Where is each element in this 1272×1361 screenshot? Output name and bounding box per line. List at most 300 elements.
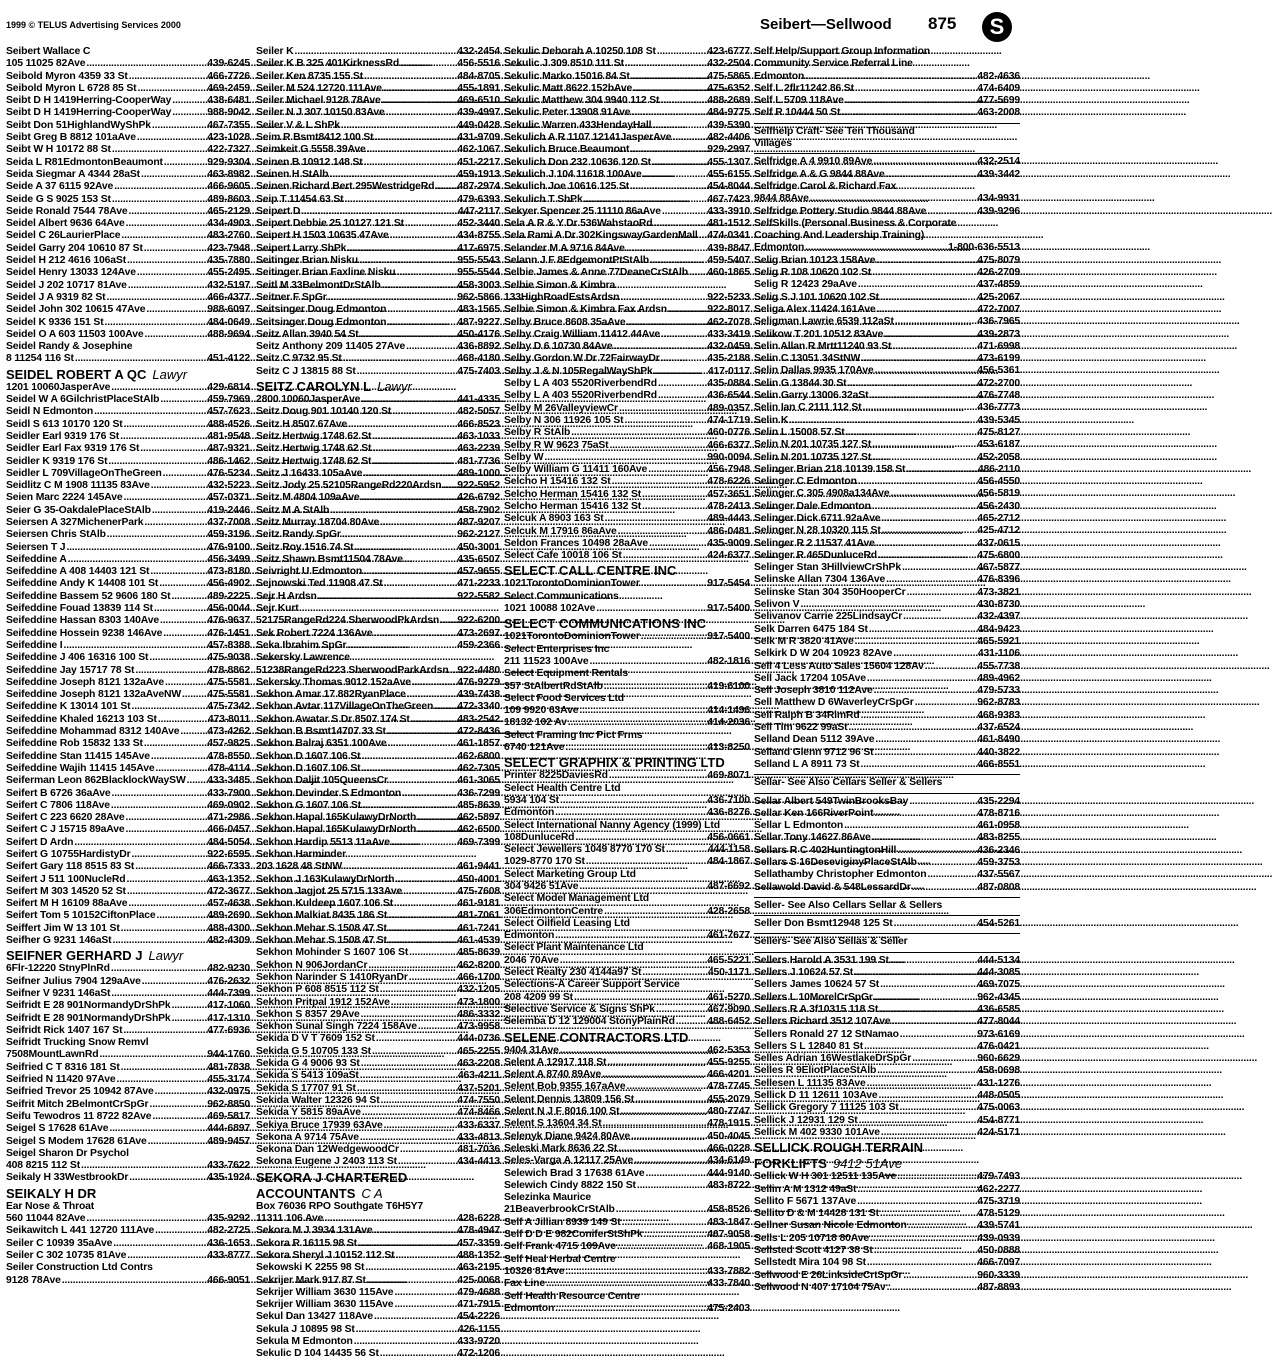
leader-dots bbox=[892, 341, 976, 353]
leader-dots bbox=[360, 1070, 457, 1082]
listing-name: Seibt D H 1419Herring-CooperWay bbox=[6, 107, 172, 119]
listing-name: Selinger Brian 218 10139 158 St bbox=[754, 463, 906, 475]
listing-entry bbox=[754, 869, 1020, 881]
listing-phone: 472-7007 bbox=[977, 303, 1020, 315]
listing-name: Selcho Herman 15416 132 St bbox=[504, 500, 642, 512]
listing-entry bbox=[504, 144, 750, 156]
listing-phone: 466-6377 bbox=[707, 439, 750, 451]
leader-dots bbox=[800, 599, 976, 611]
listing-phone: 469-7075 bbox=[977, 979, 1020, 991]
listing-entry bbox=[256, 353, 500, 365]
listing-name: Seigel S 17628 61Ave bbox=[6, 1123, 109, 1135]
leader-dots bbox=[900, 1102, 977, 1114]
leader-dots bbox=[652, 157, 706, 169]
listing-entry bbox=[6, 874, 250, 886]
listing-entry bbox=[504, 390, 750, 402]
listing-phone: 476-8396 bbox=[977, 574, 1020, 586]
listing-entry bbox=[504, 427, 750, 439]
leader-dots bbox=[555, 1303, 706, 1315]
listing-entry bbox=[504, 1143, 750, 1155]
leader-dots bbox=[402, 788, 456, 800]
listing-phone: 435-9292 bbox=[207, 1213, 250, 1225]
listing-entry bbox=[754, 513, 1020, 525]
directory-column-1 bbox=[6, 46, 250, 1286]
listing-name: Seigel S Modem 17628 61Ave bbox=[6, 1135, 147, 1147]
listing-name: 9844 88Ave bbox=[754, 193, 809, 205]
listing-entry bbox=[754, 279, 1020, 291]
listing-phone: 439-5390 bbox=[707, 119, 750, 131]
listing-text-line: Select Equipment Rentals bbox=[504, 668, 629, 680]
leader-dots bbox=[361, 394, 456, 406]
listing-phone: 435-1924 bbox=[207, 1172, 250, 1184]
listing-name: Selbie Simon & Kimbra Fax Ardsn bbox=[504, 304, 667, 316]
listing-name: Seiler C 10939 35aAve bbox=[6, 1237, 113, 1249]
listing-entry bbox=[504, 742, 750, 754]
listing-name: Seitz Hertwig 1748 62 St bbox=[256, 455, 372, 467]
listing-name: Sekyer Spencer 25 11110 86aAve bbox=[504, 205, 661, 217]
listing-text-line: Select Communications bbox=[504, 590, 619, 602]
listing-name: Seipert D bbox=[256, 205, 301, 217]
listing-phone: 465-5221 bbox=[707, 954, 750, 966]
listing-entry bbox=[256, 542, 500, 554]
listing-name: Self Frank 4715 109Ave bbox=[504, 1241, 616, 1253]
listing-phone: 476-1451 bbox=[207, 627, 250, 639]
leader-dots bbox=[400, 1144, 456, 1156]
listing-name: Selland Glenn 9712 96 St bbox=[754, 746, 874, 758]
listing-name: Seiersen T J bbox=[6, 541, 66, 553]
listing-name: Sell Matthew D 6WaverleyCrSpGr bbox=[754, 697, 914, 709]
listing-phone: 481-9548 bbox=[207, 430, 250, 442]
listing-entry bbox=[256, 910, 500, 922]
leader-dots bbox=[845, 95, 977, 107]
listing-text-line: Coaching And Leadership Training) bbox=[754, 230, 925, 242]
leader-dots bbox=[387, 738, 456, 750]
leader-dots bbox=[165, 677, 206, 689]
listing-entry bbox=[256, 775, 500, 787]
listing-phone: 439-9296 bbox=[977, 205, 1020, 217]
listing-entry bbox=[504, 967, 750, 979]
listing-name: Sekulic D 104 14435 56 St bbox=[256, 1348, 379, 1360]
leader-dots bbox=[618, 526, 707, 538]
listing-phone: 422-7327 bbox=[207, 144, 250, 156]
listing-phone: 425-2067 bbox=[977, 291, 1020, 303]
leader-dots bbox=[652, 120, 706, 132]
leader-dots bbox=[135, 665, 206, 677]
listing-name: Sekulic Matt 8622 152bAve bbox=[504, 82, 633, 94]
leader-dots bbox=[121, 230, 206, 242]
leader-dots bbox=[62, 1275, 207, 1287]
listing-phone: 436-8276 bbox=[707, 807, 750, 819]
listing-phone: 476-0421 bbox=[977, 1040, 1020, 1052]
listing-phone: 439-4997 bbox=[457, 107, 500, 119]
listing-name: Selent Dennis 13809 156 St bbox=[504, 1093, 635, 1105]
listing-name: Sell Tim 9622 99aSt bbox=[754, 722, 848, 734]
listing-name: Selcho H 15416 132 St bbox=[504, 476, 611, 488]
leader-dots bbox=[661, 329, 706, 341]
listing-name: Selent A 8740 89Ave bbox=[504, 1069, 602, 1081]
listing-name: Sekhon P 608 8515 112 St bbox=[256, 984, 379, 996]
leader-dots bbox=[409, 972, 457, 984]
leader-dots bbox=[405, 218, 456, 230]
listing-text-line: Ear Nose & Throat bbox=[6, 1200, 95, 1212]
listing-entry bbox=[6, 935, 250, 947]
listing-entry bbox=[6, 1013, 250, 1025]
listing-entry bbox=[504, 844, 750, 856]
listing-phone: 473-3821 bbox=[977, 586, 1020, 598]
listing-name: Seitz M 4804 109aAve bbox=[256, 492, 360, 504]
leader-dots bbox=[666, 844, 707, 856]
listing-name: Selin Ian C 2111 112 St bbox=[754, 402, 862, 414]
listing-entry bbox=[504, 856, 750, 868]
listing-name: Selivon V bbox=[754, 599, 800, 611]
listing-entry bbox=[504, 578, 750, 590]
bold-listing-name: FORKLIFTS bbox=[754, 1156, 827, 1172]
leader-dots bbox=[627, 1081, 707, 1093]
listing-text-line: Sekhon Harminder bbox=[256, 849, 346, 860]
listing-entry bbox=[754, 562, 1020, 574]
listing-phone: 922-5582 bbox=[457, 590, 500, 602]
listing-entry bbox=[6, 910, 250, 922]
listing-phone: 419-6100 bbox=[707, 680, 750, 692]
listing-entry bbox=[504, 1045, 750, 1057]
listing-entry bbox=[256, 1107, 500, 1119]
listing-entry bbox=[6, 132, 250, 144]
listing-name: Sekhon Mohinder S 1607 106 St bbox=[256, 947, 409, 959]
leader-dots bbox=[884, 329, 976, 341]
listing-entry bbox=[256, 58, 500, 70]
leader-dots bbox=[149, 652, 206, 664]
listing-entry bbox=[754, 476, 1020, 488]
listing-name: Seitz C 9732 95 St bbox=[256, 353, 342, 365]
listing-entry bbox=[6, 554, 250, 566]
listing-name: Selby William G 11411 160Ave bbox=[504, 464, 648, 476]
listing-phone: 473-2697 bbox=[457, 627, 500, 639]
leader-dots bbox=[111, 800, 206, 812]
listing-phone: 428-6228 bbox=[457, 1213, 500, 1225]
listing-entry bbox=[256, 935, 500, 947]
leader-dots bbox=[848, 722, 976, 734]
listing-name: 9128 78Ave bbox=[6, 1274, 61, 1286]
leader-dots bbox=[157, 910, 207, 922]
listing-name: Seifried C T 8316 181 St bbox=[6, 1061, 120, 1073]
listing-phone: 438-6481 bbox=[207, 95, 250, 107]
listing-phone: 475-9038 bbox=[207, 652, 250, 664]
listing-phone: 431-1106 bbox=[977, 648, 1020, 660]
listing-phone: 962-5866 bbox=[457, 291, 500, 303]
leader-dots bbox=[900, 1029, 976, 1041]
listing-phone: 456-0044 bbox=[207, 603, 250, 615]
listing-name: Sek Robert 7224 136Ave bbox=[256, 627, 373, 639]
listing-name: Seitsinger Doug Edmonton bbox=[256, 316, 387, 328]
listing-entry bbox=[6, 775, 250, 787]
listing-entry bbox=[504, 157, 750, 169]
listing-entry bbox=[504, 955, 750, 967]
leader-dots bbox=[330, 505, 456, 517]
listing-phone: 452-2058 bbox=[977, 451, 1020, 463]
leader-dots bbox=[903, 611, 976, 623]
listing-phone: 922-6200 bbox=[457, 615, 500, 627]
leader-dots bbox=[630, 144, 706, 156]
listing-phone: 476-9279 bbox=[457, 676, 500, 688]
listing-entry bbox=[256, 1021, 500, 1033]
leader-dots bbox=[609, 770, 706, 782]
listing-phone: 460-0776 bbox=[707, 427, 750, 439]
listing-entry bbox=[6, 1238, 250, 1250]
listing-entry bbox=[256, 615, 500, 627]
leader-dots bbox=[380, 517, 456, 529]
leader-dots bbox=[657, 46, 706, 58]
listing-entry bbox=[754, 1078, 1020, 1090]
leader-dots bbox=[382, 95, 457, 107]
listing-entry bbox=[504, 366, 750, 378]
listing-phone: 475-7403 bbox=[457, 365, 500, 377]
leader-dots bbox=[152, 1111, 206, 1123]
leader-dots bbox=[392, 406, 456, 418]
listing-phone: 478-5129 bbox=[977, 1208, 1020, 1220]
leader-dots bbox=[891, 488, 977, 500]
listing-entry bbox=[504, 206, 750, 218]
listing-entry bbox=[256, 984, 500, 996]
leader-dots bbox=[128, 898, 206, 910]
listing-phone: 472-8436 bbox=[457, 726, 500, 738]
bold-listing-category: Lawyr bbox=[152, 366, 188, 382]
listing-name: Seifried Trevor 25 10942 87Ave bbox=[6, 1086, 154, 1098]
listing-entry bbox=[256, 468, 500, 480]
leader-dots bbox=[649, 538, 706, 550]
leader-dots bbox=[144, 517, 206, 529]
listing-entry bbox=[504, 489, 750, 501]
listing-entry bbox=[6, 517, 250, 529]
listing-entry bbox=[256, 972, 500, 984]
leader-dots bbox=[623, 550, 707, 562]
listing-phone: 483-1565 bbox=[457, 304, 500, 316]
listing-name: Sekhon Mehar S 1508 47 St bbox=[256, 922, 387, 934]
listing-entry bbox=[504, 243, 750, 255]
leader-dots bbox=[618, 1143, 706, 1155]
listing-phone: 455-2079 bbox=[707, 1093, 750, 1105]
listing-entry bbox=[256, 255, 500, 267]
listing-entry bbox=[6, 963, 250, 975]
listing-name: Seifeddine Rob 15832 133 St bbox=[6, 738, 143, 750]
listing-phone: 482-4636 bbox=[977, 70, 1020, 82]
listing-phone: 478-4114 bbox=[207, 762, 250, 774]
listing-name: Selinger C 305 4908a134Ave bbox=[754, 488, 890, 500]
listing-entry bbox=[754, 1102, 1020, 1114]
listing-entry bbox=[504, 1094, 750, 1106]
listing-name: Seibt Don 51HighlandWyShPk bbox=[6, 119, 151, 131]
listing-entry bbox=[754, 1041, 1020, 1053]
leader-dots bbox=[381, 1095, 457, 1107]
leader-dots bbox=[872, 452, 976, 464]
listing-name: Selby N 306 11926 105 St bbox=[504, 414, 624, 426]
listing-entry bbox=[256, 218, 500, 230]
listing-entry bbox=[754, 156, 1020, 168]
listing-name: Select Jewellers 1049 8770 170 St bbox=[504, 844, 665, 856]
listing-phone: 426-6792 bbox=[457, 492, 500, 504]
listing-name: Sellick M 402 9330 101Ave bbox=[754, 1126, 880, 1138]
bold-listing-name: SELENE CONTRACTORS LTD bbox=[504, 1029, 689, 1045]
listing-name: Sellers J 10624 57 St bbox=[754, 967, 854, 979]
listing-name: Sell Ralph B 34RimRd bbox=[754, 709, 860, 721]
listing-name: Selin G 13844 30 St bbox=[754, 377, 847, 389]
leader-dots bbox=[409, 947, 456, 959]
listing-phone: 459-5407 bbox=[707, 255, 750, 267]
listing-entry bbox=[256, 1058, 500, 1070]
listing-name: Seifeddine Hossein 9238 146Ave bbox=[6, 627, 163, 639]
listing-text-line: Self Health Resource Centre bbox=[504, 1290, 640, 1302]
listing-text-line: Select Model Management Ltd bbox=[504, 893, 649, 905]
leader-dots bbox=[418, 1021, 456, 1033]
leader-dots bbox=[603, 1118, 707, 1130]
leader-dots bbox=[880, 1208, 976, 1220]
bold-listing-name: SELECT CALL CENTRE INC bbox=[504, 563, 677, 579]
listing-entry bbox=[6, 1025, 250, 1037]
listing-phone: 433-3910 bbox=[707, 205, 750, 217]
listing-phone: 477-6936 bbox=[207, 1024, 250, 1036]
leader-dots bbox=[906, 464, 977, 476]
listing-name: Selinske Allan 7304 136Ave bbox=[754, 574, 886, 586]
leader-dots bbox=[867, 673, 976, 685]
leader-dots bbox=[355, 542, 457, 554]
listing-name: Seitz Anthony 209 11405 27Ave bbox=[256, 341, 406, 353]
listing-phone: 487-0808 bbox=[977, 881, 1020, 893]
leader-dots bbox=[150, 566, 206, 578]
leader-dots bbox=[876, 538, 976, 550]
listing-entry bbox=[754, 1171, 1020, 1183]
listing-entry bbox=[504, 107, 750, 119]
leader-dots bbox=[858, 279, 976, 291]
listing-phone: 429-6814 bbox=[207, 381, 250, 393]
listing-name: Sellers Richard 3512 107Ave bbox=[754, 1016, 891, 1028]
leader-dots bbox=[362, 1107, 456, 1119]
leader-dots bbox=[141, 169, 206, 181]
listing-phone: 457-7623 bbox=[207, 406, 250, 418]
bold-listing-name: SELECT COMMUNICATIONS INC bbox=[504, 616, 706, 632]
listing-entry bbox=[256, 1095, 500, 1107]
listing-phone: 437-7008 bbox=[207, 516, 250, 528]
leader-dots bbox=[172, 1013, 207, 1025]
listing-entry bbox=[504, 341, 750, 353]
leader-dots bbox=[882, 525, 977, 537]
leader-dots bbox=[877, 304, 977, 316]
listing-phone: 451-4122 bbox=[207, 353, 250, 365]
leader-dots bbox=[417, 824, 456, 836]
listing-phone: 476-2632 bbox=[207, 975, 250, 987]
listing-name: Seivright U Edmonton bbox=[256, 566, 363, 578]
listing-phone: 473-8180 bbox=[207, 566, 250, 578]
listing-phone: 433-7882 bbox=[707, 1265, 750, 1277]
listing-entry bbox=[504, 353, 750, 365]
listing-entry bbox=[6, 566, 250, 578]
listing-phone: 467-5877 bbox=[977, 562, 1020, 574]
listing-phone: 475-0063 bbox=[977, 1102, 1020, 1114]
listing-name: Selland L A 8911 73 St bbox=[754, 758, 860, 770]
listing-entry bbox=[256, 505, 500, 517]
listing-phone: 469-6510 bbox=[457, 95, 500, 107]
listing-entry bbox=[754, 1016, 1020, 1028]
listing-entry bbox=[256, 292, 500, 304]
listing-phone: 423-1028 bbox=[207, 132, 250, 144]
listing-phone: 455-2495 bbox=[207, 267, 250, 279]
leader-dots bbox=[123, 492, 206, 504]
leader-dots bbox=[112, 144, 206, 156]
listing-entry bbox=[6, 603, 250, 615]
leader-dots bbox=[295, 46, 457, 58]
leader-dots bbox=[125, 812, 206, 824]
leader-dots bbox=[887, 1282, 977, 1294]
listing-name: Seifner V 9231 146aSt bbox=[6, 987, 111, 999]
listing-phone: 478-1915 bbox=[707, 1118, 750, 1130]
listing-name: Seidel J 202 10717 81Ave bbox=[6, 279, 127, 291]
listing-phone: 929-9304 bbox=[207, 156, 250, 168]
leader-dots bbox=[658, 390, 706, 402]
leader-dots bbox=[435, 181, 456, 193]
listing-name: Seifert Tom 5 10152CiftonPlace bbox=[6, 910, 156, 922]
guide-words: Seibert—Sellwood bbox=[760, 16, 892, 33]
listing-phone: 424-6377 bbox=[707, 550, 750, 562]
leader-dots bbox=[879, 1004, 976, 1016]
listing-entry bbox=[6, 206, 250, 218]
leader-dots bbox=[644, 1229, 707, 1241]
listing-entry bbox=[754, 747, 1020, 759]
leader-dots bbox=[372, 443, 456, 455]
listing-phone: 466-9605 bbox=[207, 181, 250, 193]
directory-column-3 bbox=[504, 46, 750, 1314]
listing-entry bbox=[6, 406, 250, 418]
leader-dots bbox=[631, 1131, 706, 1143]
listing-name: Seifner Julius 7904 129aAve bbox=[6, 975, 141, 987]
leader-dots bbox=[605, 513, 707, 525]
listing-phone: 944-1760 bbox=[207, 1049, 250, 1061]
listing-name: Seien Marc 2224 145Ave bbox=[6, 492, 123, 504]
listing-phone: 432-5223 bbox=[207, 480, 250, 492]
listing-name: Seifeddine Jay 15717 78 St bbox=[6, 664, 135, 676]
listing-name: 2800 10060JasperAve bbox=[256, 394, 361, 406]
leader-dots bbox=[880, 292, 976, 304]
listing-name: Sekora R 16115 98 St bbox=[256, 1237, 357, 1249]
listing-phone: 463-2195 bbox=[457, 1262, 500, 1274]
listing-entry bbox=[256, 1324, 500, 1336]
listing-name: Sellers Ronald 27 12 StNamao bbox=[754, 1028, 899, 1040]
listing-text-line: Sekersky Lawrence bbox=[256, 652, 350, 664]
listing-name: Selby R W 9623 75aSt bbox=[504, 439, 609, 451]
listing-phone: 476-5234 bbox=[207, 467, 250, 479]
listing-name: Sellar Albert 549TwinBrooksBay bbox=[754, 795, 909, 807]
leader-dots bbox=[86, 58, 206, 70]
leader-dots bbox=[386, 107, 457, 119]
listing-entry bbox=[504, 452, 750, 464]
leader-dots bbox=[846, 427, 977, 439]
listing-name: Seiler K B 325 401KirknessRd bbox=[256, 58, 400, 70]
listing-name: Sekulich Don 232 10636 120 St bbox=[504, 156, 651, 168]
leader-dots bbox=[99, 1049, 206, 1061]
listing-name: Seidel C 26LaurierPlace bbox=[6, 230, 121, 242]
leader-dots bbox=[841, 107, 976, 119]
listing-name: Sellar L Edmonton bbox=[754, 820, 844, 832]
listing-phone: 474-8466 bbox=[457, 1107, 500, 1119]
listing-name: Sela A R & Y Dr 536WahstaoRd bbox=[504, 218, 653, 230]
listing-phone: 434-6149 bbox=[707, 1155, 750, 1167]
listing-name: Seida L R81EdmontonBeaumont bbox=[6, 156, 163, 168]
listing-phone: 962-8850 bbox=[207, 1098, 250, 1110]
listing-phone: 461-0958 bbox=[977, 820, 1020, 832]
listing-phone: 456-2430 bbox=[977, 500, 1020, 512]
listing-entry bbox=[6, 689, 250, 701]
listing-entry bbox=[256, 960, 500, 972]
listing-entry bbox=[754, 452, 1020, 464]
listing-entry bbox=[504, 1069, 750, 1081]
listing-phone: 480-7747 bbox=[707, 1106, 750, 1118]
